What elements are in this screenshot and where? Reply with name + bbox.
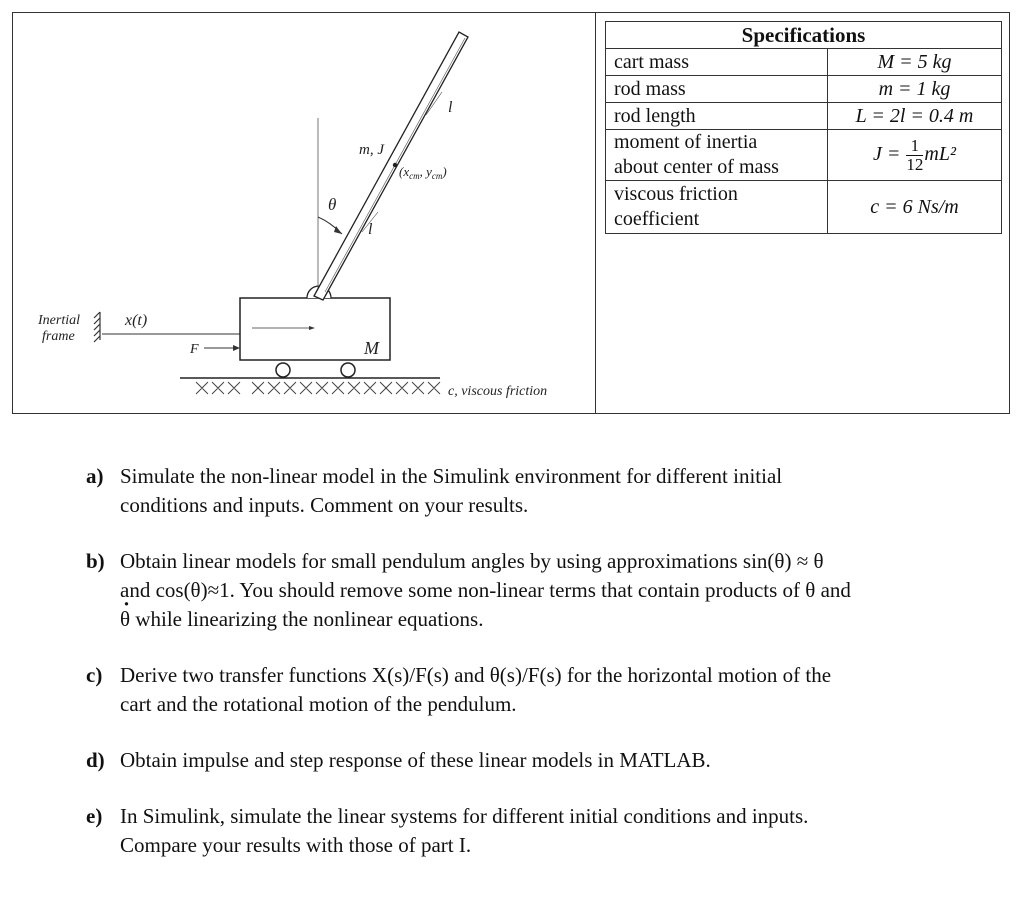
question-list xyxy=(86,462,908,887)
cart-mass-label: M xyxy=(364,338,379,358)
x-of-t-label: x(t) xyxy=(125,312,148,329)
spec-row-rod-length: rod length L = 2l = 0.4 m xyxy=(606,103,1002,130)
theta-dot-symbol: · θ xyxy=(120,605,130,634)
rod-mass-inertia-label: m, J xyxy=(359,142,384,158)
question-c: c) Derive two transfer functions X(s)/F(s) and θ(s)/F(s) for the horizontal motion of the cart and the rotational motion of the pendulum. xyxy=(86,663,832,716)
friction-label: c, viscous friction xyxy=(448,384,548,399)
question-a: a) Simulate the non-linear model in the Simulink environment for different initial conditions and inputs. Comment on your results. xyxy=(86,464,783,517)
lower-l-label: l xyxy=(368,221,373,238)
center-of-mass-label: ($x_{cm}$, $y_{cm}$) xyxy=(399,164,447,181)
specifications-table xyxy=(605,21,1002,234)
inertial-frame-wall xyxy=(94,312,100,342)
ground-hatch xyxy=(196,382,440,394)
force-label: F xyxy=(190,342,199,357)
center-of-mass-dot xyxy=(393,163,397,167)
question-b: b) Obtain linear models for small pendulum angles by using approximations sin(θ) ≈ θ and cos(θ)≈1. You should remove some non-linear terms that contain products of θ and · θ while linearizing the nonlinear equations. xyxy=(86,547,908,634)
spec-row-viscous-friction: viscous friction coefficient c = 6 Ns/m xyxy=(606,181,1002,234)
frame-label: frame xyxy=(42,329,75,344)
specifications-title: Specifications xyxy=(606,22,1002,49)
theta-label: θ xyxy=(328,195,337,214)
spec-row-rod-mass: rod mass m = 1 kg xyxy=(606,76,1002,103)
upper-l-label: l xyxy=(448,99,453,116)
wheel-right xyxy=(341,363,355,377)
inertial-label: Inertial xyxy=(38,313,80,328)
question-e: e) In Simulink, simulate the linear systems for different initial conditions and inputs. Compare your results with those of part I. xyxy=(86,804,809,857)
pendulum-cart-diagram xyxy=(12,12,596,414)
wheel-left xyxy=(276,363,290,377)
question-d: d) Obtain impulse and step response of these linear models in MATLAB. xyxy=(86,748,711,772)
spec-row-moment-of-inertia: moment of inertia about center of mass J = $\frac{1}{12}$ mL² xyxy=(606,130,1002,181)
spec-row-cart-mass: cart mass M = 5 kg xyxy=(606,49,1002,76)
